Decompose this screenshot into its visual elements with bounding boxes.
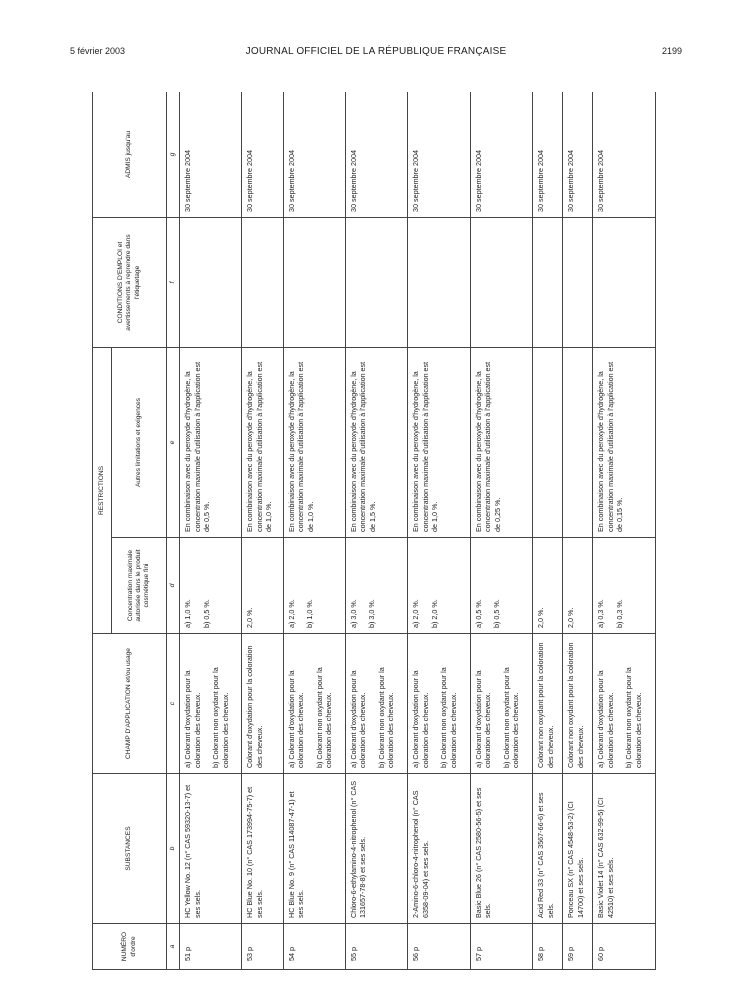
header-conditions: CONDITIONS D'EMPLOI et avertissements à reprendre dans l'étiquetage [93,218,167,348]
row-concentration-item: 2,0 %. [566,607,576,628]
row-conditions [283,218,345,348]
row-concentration-item: 2,0 %. [245,607,255,628]
row-number: 59 p [563,924,593,970]
header-date: 5 février 2003 [70,46,126,56]
row-substance: Basic Blue 26 (n° CAS 2580-56-5) et ses sels. [470,774,532,924]
row-concentration-item: a) 1,0 %. [183,599,192,628]
row-number: 56 p [408,924,470,970]
row-substance: Acid Red 33 (n° CAS 3567-66-6) et ses sels. [533,774,563,924]
table-row [180,92,242,970]
row-admis: 30 septembre 2004 [593,92,656,218]
row-limitations: En combinaison avec du peroxyde d'hydrogène, la concentration maximale d'utilisation à l'application est de 1,0 %. [408,348,470,538]
row-conditions [180,218,242,348]
row-champ [242,634,283,774]
header-champ: CHAMP D'APPLICATION et/ou usage [93,634,167,774]
row-substance: 2-Amino-6-chloro-4-nitrophenol (n° CAS 6358-09-04) et ses sels. [408,774,470,924]
row-champ-item: b) Colorant non oxydant pour la coloration des cheveux. [376,667,396,768]
row-champ [470,634,532,774]
row-concentration [283,538,345,634]
row-champ-item: Colorant d'oxydation pour la coloration des cheveux. [245,645,264,768]
row-number: 55 p [345,924,407,970]
row-concentration [563,538,593,634]
row-admis: 30 septembre 2004 [283,92,345,218]
row-conditions [408,218,470,348]
row-champ [533,634,563,774]
header-numero: NUMÉRO d'ordre [93,924,167,970]
header-substances: SUBSTANCES [93,774,167,924]
row-admis: 30 septembre 2004 [242,92,283,218]
rotated-table-area [92,92,656,970]
row-concentration [345,538,407,634]
row-concentration-item: a) 0,5 %. [473,599,483,628]
row-champ-item: a) Colorant d'oxydation pour la coloration des cheveux. [286,670,306,768]
row-number: 57 p [470,924,532,970]
row-champ [593,634,656,774]
row-limitations: En combinaison avec du peroxyde d'hydrogène, la concentration maximale d'utilisation à l'application est de 1,5 %. [345,348,407,538]
row-substance: HC Yellow No. 12 (n° CAS 59320-13-7) et ses sels. [180,774,242,924]
row-champ [563,634,593,774]
row-champ-item: a) Colorant d'oxydation pour la coloration des cheveux. [348,670,368,768]
table-row [593,92,656,970]
row-substance: HC Blue No. 9 (n° CAS 114087-47-1) et ses sels. [283,774,345,924]
header-journal-title: JOURNAL OFFICIEL DE LA RÉPUBLIQUE FRANÇAISE [245,46,507,57]
row-concentration-item: b) 3,0 %. [367,599,377,628]
row-limitations: En combinaison avec du peroxyde d'hydrogène, la concentration maximale d'utilisation à l'application est de 1,0 %. [242,348,283,538]
row-admis: 30 septembre 2004 [533,92,563,218]
row-concentration-item: b) 2,0 %. [429,599,439,628]
row-conditions [242,218,283,348]
header-limitations: Autres limitations et exigences [112,348,167,538]
row-conditions [593,218,656,348]
column-letter: d [167,538,180,634]
rotated-table-container [92,92,656,970]
row-concentration-item: b) 1,0 %. [305,599,315,628]
row-concentration-item: b) 0,3 %. [614,599,624,628]
row-limitations: En combinaison avec du peroxyde d'hydrogène, la concentration maximale d'utilisation à l'application est de 0,15 %. [593,348,656,538]
header-admis: ADMIS jusqu'au [93,92,167,218]
row-concentration [242,538,283,634]
row-substance: HC Blue No. 10 (n° CAS 173994-75-7) et ses sels. [242,774,283,924]
column-letter: a [167,924,180,970]
row-concentration [470,538,532,634]
row-champ-item: b) Colorant non oxydant pour la coloration des cheveux. [439,667,458,768]
row-limitations: En combinaison avec du peroxyde d'hydrogène, la concentration maximale d'utilisation à l'application est de 0,5 %. [180,348,242,538]
row-concentration-item: b) 0,5 %. [201,599,211,628]
table-row [283,92,345,970]
row-substance: Chloro-6-ethylamino-4-nitrophenol (n° CAS 131657-78-8) et ses sels. [345,774,407,924]
header-concentration: Concentration maximale autorisée dans le produit cosmétique fini [112,538,167,634]
row-concentration-item: a) 2,0 %. [411,599,421,628]
table-row [533,92,563,970]
row-number: 60 p [593,924,656,970]
row-admis: 30 septembre 2004 [345,92,407,218]
column-letter: f [167,218,180,348]
row-concentration-item: a) 2,0 %. [286,599,296,628]
table-row [563,92,593,970]
table-body [180,92,656,970]
column-letter: g [167,92,180,218]
row-conditions [345,218,407,348]
row-concentration-item: 2,0 %. [536,607,546,628]
row-limitations [563,348,593,538]
row-admis: 30 septembre 2004 [180,92,242,218]
row-number: 53 p [242,924,283,970]
row-champ [180,634,242,774]
row-conditions [470,218,532,348]
row-admis: 30 septembre 2004 [408,92,470,218]
header-page-number: 2199 [661,46,682,56]
row-champ-item: a) Colorant d'oxydation pour la coloration des cheveux. [411,670,430,768]
substances-table [92,92,656,970]
row-concentration-item: b) 0,5 %. [492,599,502,628]
row-concentration [180,538,242,634]
row-champ-item: a) Colorant d'oxydation pour la coloration des cheveux. [183,670,202,768]
column-letter: b [167,774,180,924]
row-concentration [533,538,563,634]
row-conditions [533,218,563,348]
row-champ-item: Colorant non oxydant pour la coloration des cheveux. [536,642,555,768]
row-limitations [533,348,563,538]
row-concentration-item: a) 0,3 %. [596,599,606,628]
row-number: 54 p [283,924,345,970]
row-admis: 30 septembre 2004 [470,92,532,218]
page-header [70,46,682,60]
table-row [345,92,407,970]
row-champ [408,634,470,774]
row-limitations: En combinaison avec du peroxyde d'hydrogène, la concentration maximale d'utilisation à l'application est de 0,25 %. [470,348,532,538]
row-limitations: En combinaison avec du peroxyde d'hydrogène, la concentration maximale d'utilisation à l'application est de 1,0 %. [283,348,345,538]
row-substance: Basic Violet 14 (n° CAS 632-99-5) (CI 42510) et ses sels. [593,774,656,924]
row-champ-item: b) Colorant non oxydant pour la coloration des cheveux. [314,667,334,768]
table-row [470,92,532,970]
table-row [242,92,283,970]
column-letter: e [167,348,180,538]
row-champ-item: b) Colorant non oxydant pour la coloration des cheveux. [624,667,643,768]
row-champ-item: a) Colorant d'oxydation pour la coloration des cheveux. [596,670,615,768]
table-row [408,92,470,970]
row-champ-item: b) Colorant non oxydant pour la coloration des cheveux. [501,667,521,768]
header-restrictions: RESTRICTIONS [93,348,112,634]
row-number: 51 p [180,924,242,970]
row-concentration [593,538,656,634]
row-concentration [408,538,470,634]
row-champ [345,634,407,774]
row-admis: 30 septembre 2004 [563,92,593,218]
row-champ [283,634,345,774]
row-concentration-item: a) 3,0 %. [348,599,358,628]
column-letter: c [167,634,180,774]
row-substance: Ponceau SX (n° CAS 4548-53-2) (CI 14700) et ses sels. [563,774,593,924]
row-champ-item: Colorant non oxydant pour la coloration des cheveux. [566,642,585,768]
row-champ-item: a) Colorant d'oxydation pour la coloration des cheveux. [473,670,493,768]
row-champ-item: b) Colorant non oxydant pour la coloration des cheveux. [211,667,230,768]
column-letters-row [167,92,180,970]
row-conditions [563,218,593,348]
row-number: 58 p [533,924,563,970]
